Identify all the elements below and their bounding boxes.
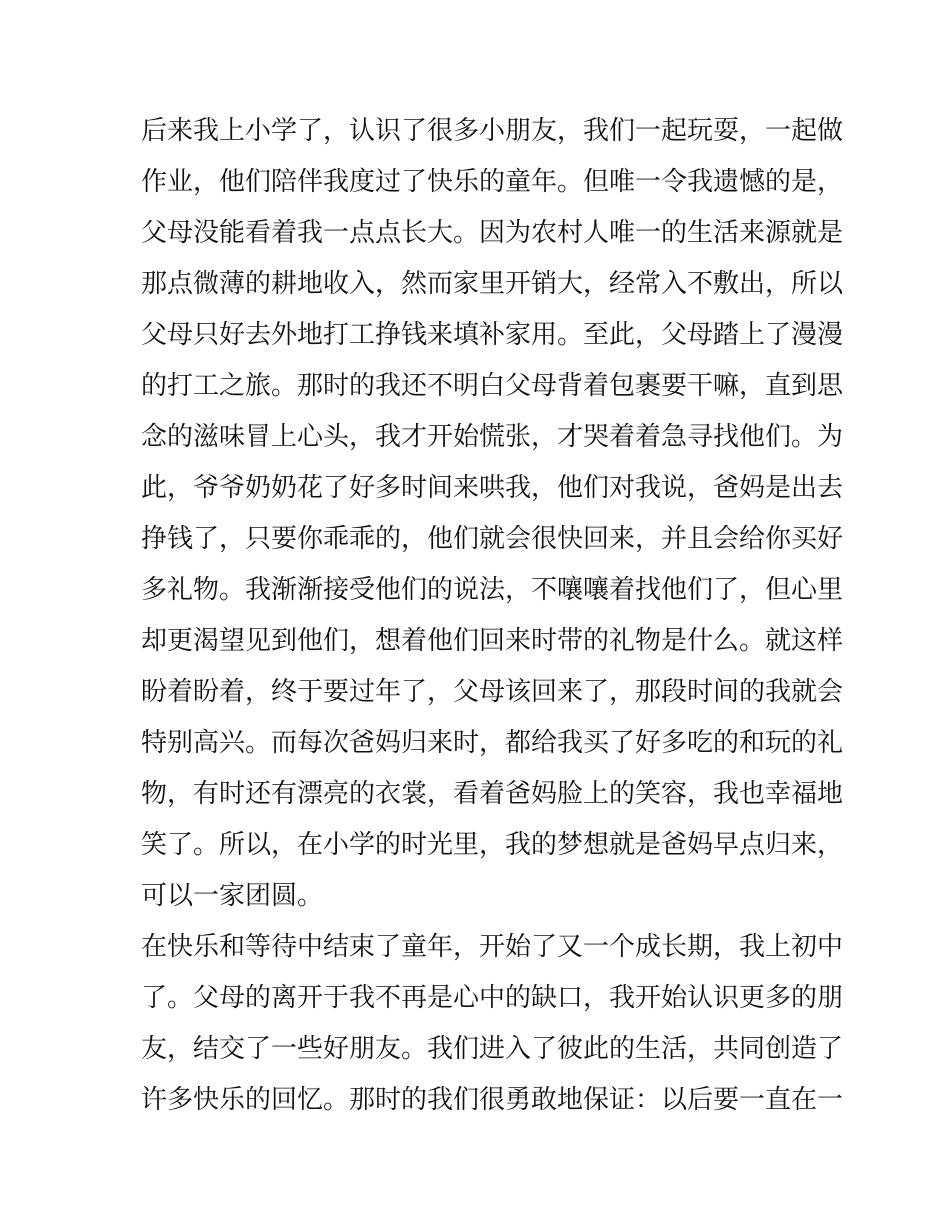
text-line: 挣钱了，只要你乖乖的，他们就会很快回来，并且会给你买好 bbox=[141, 524, 844, 554]
text-line: 在快乐和等待中结束了童年，开始了又一个成长期，我上初中 bbox=[141, 932, 844, 962]
text-line: 父母没能看着我一点点长大。因为农村人唯一的生活来源就是 bbox=[141, 218, 844, 248]
paragraph-1 bbox=[141, 106, 844, 922]
text-line: 那点微薄的耕地收入，然而家里开销大，经常入不敷出，所以 bbox=[141, 269, 844, 299]
paragraph-2 bbox=[141, 922, 844, 1126]
text-line: 此，爷爷奶奶花了好多时间来哄我，他们对我说，爸妈是出去 bbox=[141, 473, 844, 503]
text-line: 的打工之旅。那时的我还不明白父母背着包裹要干嘛，直到思 bbox=[141, 371, 844, 401]
text-line: 却更渴望见到他们，想着他们回来时带的礼物是什么。就这样 bbox=[141, 626, 844, 656]
text-line: 笑了。所以，在小学的时光里，我的梦想就是爸妈早点归来， bbox=[141, 830, 844, 860]
text-line: 作业，他们陪伴我度过了快乐的童年。但唯一令我遗憾的是， bbox=[141, 167, 844, 197]
text-line: 盼着盼着，终于要过年了，父母该回来了，那段时间的我就会 bbox=[141, 677, 844, 707]
text-line: 友，结交了一些好朋友。我们进入了彼此的生活，共同创造了 bbox=[141, 1034, 844, 1064]
text-line: 多礼物。我渐渐接受他们的说法，不嚷嚷着找他们了，但心里 bbox=[141, 575, 844, 605]
document-body bbox=[141, 106, 844, 1126]
text-line: 父母只好去外地打工挣钱来填补家用。至此，父母踏上了漫漫 bbox=[141, 320, 844, 350]
text-line: 后来我上小学了，认识了很多小朋友，我们一起玩耍，一起做 bbox=[141, 116, 844, 146]
text-line: 了。父母的离开于我不再是心中的缺口，我开始认识更多的朋 bbox=[141, 983, 844, 1013]
text-line: 念的滋味冒上心头，我才开始慌张，才哭着着急寻找他们。为 bbox=[141, 422, 844, 452]
text-line: 可以一家团圆。 bbox=[141, 881, 324, 911]
text-line: 特别高兴。而每次爸妈归来时，都给我买了好多吃的和玩的礼 bbox=[141, 728, 844, 758]
text-line: 许多快乐的回忆。那时的我们很勇敢地保证：以后要一直在一 bbox=[141, 1085, 844, 1115]
text-line: 物，有时还有漂亮的衣裳，看着爸妈脸上的笑容，我也幸福地 bbox=[141, 779, 844, 809]
